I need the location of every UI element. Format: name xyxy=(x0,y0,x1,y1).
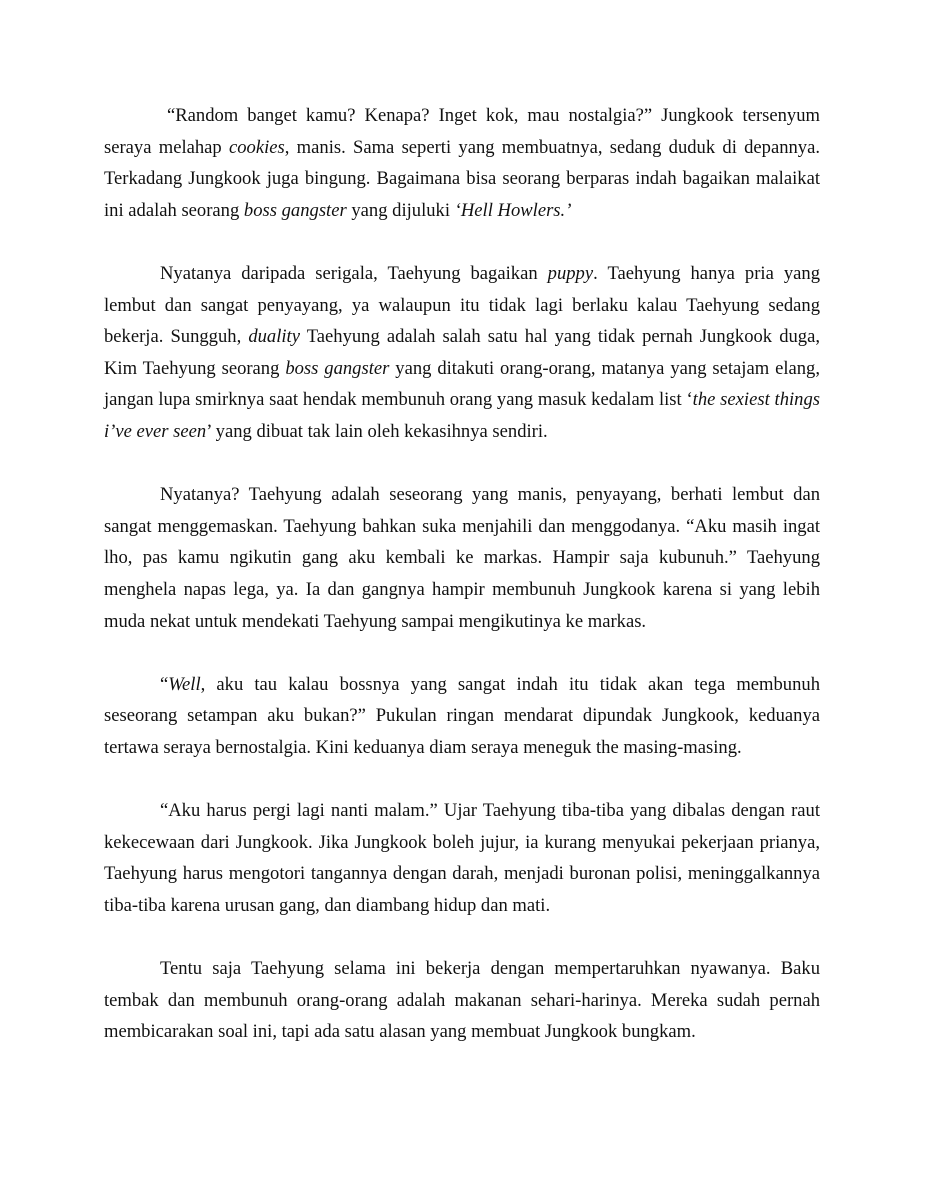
text-segment: “Random banget kamu? Kenapa? Inget kok, mau nostalgia?” Jungkook tersenyum seraya melahap xyxy=(104,105,820,158)
italic-text-segment: Well xyxy=(168,673,201,695)
paragraph-6 xyxy=(104,953,820,1048)
paragraph-4 xyxy=(104,669,820,764)
italic-text-segment: duality xyxy=(248,326,300,348)
italic-text-segment: puppy xyxy=(547,262,594,284)
italic-text-segment: ‘Hell Howlers.’ xyxy=(454,199,572,221)
text-segment: yang ditakuti orang-orang, matanya yang setajam elang, jangan lupa smirknya saat hendak membunuh orang yang masuk kedalam list ‘ xyxy=(104,357,821,411)
paragraph-1 xyxy=(104,100,820,226)
document-body xyxy=(104,100,820,1079)
paragraph-5 xyxy=(104,795,820,921)
text-segment: Nyatanya? Taehyung adalah seseorang yang manis, penyayang, berhati lembut dan sangat menggemaskan. Taehyung bahkan suka menjahili dan menggodanya. “Aku masih ingat lho, pas kamu ngikutin gang aku kembali ke markas. Hampir saja kubunuh.” Taehyung menghela napas lega, ya. Ia dan gangnya hampir membunuh Jungkook karena si yang lebih muda nekat untuk mendekati Taehyung sampai mengikutinya ke markas. xyxy=(104,484,820,632)
italic-text-segment: the sexiest things i’ve ever seen xyxy=(104,389,820,442)
text-segment: yang dijuluki xyxy=(346,199,455,221)
italic-text-segment: boss gangster xyxy=(243,199,347,221)
italic-text-segment: boss gangster xyxy=(285,357,390,379)
text-segment: , aku tau kalau bossnya yang sangat indah itu tidak akan tega membunuh seseorang setampan aku bukan?” Pukulan ringan mendarat dipundak Jungkook, keduanya tertawa seraya bernostalgia. Kini keduanya diam seraya meneguk the masing-masing. xyxy=(104,673,820,758)
text-segment: “Aku harus pergi lagi nanti malam.” Ujar Taehyung tiba-tiba yang dibalas dengan raut kekecewaan dari Jungkook. Jika Jungkook boleh jujur, ia kurang menyukai pekerjaan prianya, Taehyung harus mengotori tangannya dengan darah, menjadi buronan polisi, meninggalkannya tiba-tiba karena urusan gang, dan diambang hidup dan mati. xyxy=(104,800,820,916)
text-segment: “ xyxy=(160,673,169,695)
italic-text-segment: cookies xyxy=(229,136,285,158)
text-segment: , manis. Sama seperti yang membuatnya, sedang duduk di depannya. Terkadang Jungkook juga bingung. Bagaimana bisa seorang berparas indah bagaikan malaikat ini adalah seorang xyxy=(104,136,821,221)
text-segment: Taehyung adalah salah satu hal yang tidak pernah Jungkook duga, Kim Taehyung seorang xyxy=(104,326,820,379)
paragraph-2 xyxy=(104,258,820,448)
paragraph-3 xyxy=(104,479,820,637)
text-segment: . Taehyung hanya pria yang lembut dan sangat penyayang, ya walaupun itu tidak lagi berlaku kalau Taehyung sedang bekerja. Sungguh, xyxy=(104,262,821,348)
text-segment: Tentu saja Taehyung selama ini bekerja dengan mempertaruhkan nyawanya. Baku tembak dan membunuh orang-orang adalah makanan sehari-harinya. Mereka sudah pernah membicarakan soal ini, tapi ada satu alasan yang membuat Jungkook bungkam. xyxy=(104,958,820,1043)
text-segment: ’ yang dibuat tak lain oleh kekasihnya sendiri. xyxy=(206,420,548,442)
text-segment: Nyatanya daripada serigala, Taehyung bagaikan xyxy=(160,262,548,284)
